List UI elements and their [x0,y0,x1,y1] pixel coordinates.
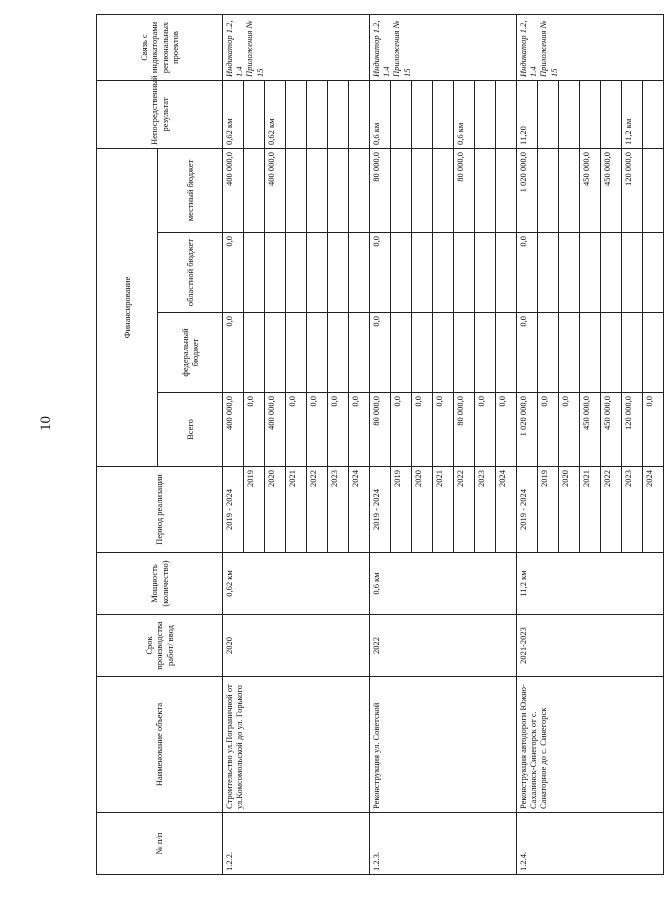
cell-name: Реконструкция автодороги Южно-Сахалинск-Синегорск от с. Санаторное до с. Синегорск [517,677,664,813]
cell-result: 0,62 км [223,80,244,148]
cell-result: 11,2 км [622,80,643,148]
cell-federal [580,313,601,393]
cell-period: 2024 [349,467,370,553]
cell-total: 1 020 000,0 [517,393,538,467]
cell-result [244,80,265,148]
cell-result [580,80,601,148]
cell-local [391,148,412,232]
cell-local: 120 000,0 [622,148,643,232]
cell-local [433,148,454,232]
cell-name: Реконструкция ул. Советской [370,677,517,813]
cell-federal [349,313,370,393]
cell-local [328,148,349,232]
cell-total: 0,0 [328,393,349,467]
cell-link: Индикатор 1.2, 1.4 Приложения № 15 [223,14,370,80]
cell-local [559,148,580,232]
cell-capacity: 11,2 км [517,553,664,615]
table-row [517,14,538,874]
cell-regional [412,233,433,313]
cell-result [475,80,496,148]
cell-result [496,80,517,148]
cell-total: 0,0 [433,393,454,467]
cell-regional [643,233,664,313]
cell-federal [601,313,622,393]
cell-regional [475,233,496,313]
header-period: Период реализации [97,467,223,553]
cell-total: 0,0 [391,393,412,467]
cell-federal [475,313,496,393]
header-local: местный бюджет [158,148,223,232]
cell-local: 400 000,0 [223,148,244,232]
cell-period: 2019 [391,467,412,553]
cell-federal [307,313,328,393]
cell-total: 80 000,0 [454,393,475,467]
cell-federal [454,313,475,393]
cell-federal [559,313,580,393]
cell-result [412,80,433,148]
cell-term: 2020 [223,615,370,677]
cell-federal [496,313,517,393]
cell-result [559,80,580,148]
cell-regional: 0,0 [370,233,391,313]
cell-federal: 0,0 [517,313,538,393]
cell-federal [538,313,559,393]
cell-name: Строительство ул.Пограничной от ул.Комсомольской до ул. Горького [223,677,370,813]
cell-local [496,148,517,232]
cell-regional: 0,0 [517,233,538,313]
financing-table [96,14,664,875]
header-capacity: Мощность (количество) [97,553,223,615]
cell-local [538,148,559,232]
cell-capacity: 0,6 км [370,553,517,615]
cell-period: 2019 - 2024 [370,467,391,553]
table-body [223,14,664,874]
cell-regional [328,233,349,313]
header-name: Наименование объекта [97,677,223,813]
cell-result [433,80,454,148]
cell-regional [538,233,559,313]
cell-result [391,80,412,148]
cell-total: 400 000,0 [223,393,244,467]
cell-total: 0,0 [475,393,496,467]
cell-result [307,80,328,148]
cell-local [286,148,307,232]
cell-federal [328,313,349,393]
cell-total: 0,0 [496,393,517,467]
cell-regional [286,233,307,313]
cell-regional [391,233,412,313]
cell-regional [496,233,517,313]
cell-link: Индикатор 1.2, 1.4 Приложения № 15 [370,14,517,80]
cell-regional [244,233,265,313]
cell-regional [433,233,454,313]
cell-regional [559,233,580,313]
cell-no: 1.2.3. [370,813,517,875]
cell-result [328,80,349,148]
table-row [370,14,391,874]
cell-total: 0,0 [412,393,433,467]
cell-total: 450 000,0 [601,393,622,467]
cell-regional [601,233,622,313]
cell-result [643,80,664,148]
cell-local [307,148,328,232]
cell-total: 80 000,0 [370,393,391,467]
cell-period: 2023 [475,467,496,553]
cell-total: 400 000,0 [265,393,286,467]
cell-total: 0,0 [307,393,328,467]
cell-total: 450 000,0 [580,393,601,467]
cell-regional [580,233,601,313]
cell-regional [622,233,643,313]
cell-result [601,80,622,148]
cell-local: 1 020 000,0 [517,148,538,232]
cell-result [286,80,307,148]
cell-federal: 0,0 [223,313,244,393]
cell-period: 2020 [412,467,433,553]
cell-period: 2019 - 2024 [517,467,538,553]
cell-federal [433,313,454,393]
cell-federal [391,313,412,393]
cell-federal [622,313,643,393]
cell-period: 2022 [307,467,328,553]
cell-regional [454,233,475,313]
cell-total: 0,0 [286,393,307,467]
cell-period: 2023 [328,467,349,553]
cell-link: Индикатор 1.2, 1.4 Приложения № 15 [517,14,664,80]
cell-regional [307,233,328,313]
cell-federal [265,313,286,393]
cell-regional: 0,0 [223,233,244,313]
header-federal: федеральный бюджет [158,313,223,393]
cell-local [475,148,496,232]
cell-period: 2019 [538,467,559,553]
cell-period: 2021 [580,467,601,553]
cell-period: 2024 [643,467,664,553]
cell-total: 0,0 [643,393,664,467]
cell-regional [265,233,286,313]
cell-term: 2021-2023 [517,615,664,677]
cell-result: 0,62 км [265,80,286,148]
cell-local: 80 000,0 [370,148,391,232]
cell-result: 0,6 км [454,80,475,148]
cell-local: 450 000,0 [601,148,622,232]
cell-result [349,80,370,148]
cell-local [643,148,664,232]
cell-result: 11,20 [517,80,538,148]
cell-total: 0,0 [244,393,265,467]
page-number: 10 [38,416,54,431]
cell-no: 1.2.2. [223,813,370,875]
cell-capacity: 0,62 км [223,553,370,615]
cell-period: 2020 [265,467,286,553]
table-row [223,14,244,874]
header-no: № п/п [97,813,223,875]
cell-total: 0,0 [538,393,559,467]
cell-result [538,80,559,148]
cell-local [349,148,370,232]
cell-period: 2021 [433,467,454,553]
cell-federal [286,313,307,393]
header-financing: Финансирование [97,148,158,466]
header-row-1 [97,14,158,874]
cell-period: 2020 [559,467,580,553]
cell-period: 2022 [601,467,622,553]
cell-period: 2022 [454,467,475,553]
cell-total: 0,0 [559,393,580,467]
cell-period: 2021 [286,467,307,553]
cell-local: 400 000,0 [265,148,286,232]
cell-term: 2022 [370,615,517,677]
cell-total: 0,0 [349,393,370,467]
rotated-table-container [96,20,654,875]
cell-local: 450 000,0 [580,148,601,232]
cell-period: 2023 [622,467,643,553]
cell-federal [412,313,433,393]
cell-no: 1.2.4. [517,813,664,875]
header-term: Срок производства работ/ ввод [97,615,223,677]
cell-period: 2024 [496,467,517,553]
cell-federal: 0,0 [370,313,391,393]
header-result: Непосредственный результат [97,80,223,148]
header-total: Всего [158,393,223,467]
cell-total: 120 000,0 [622,393,643,467]
cell-period: 2019 - 2024 [223,467,244,553]
header-regional: областной бюджет [158,233,223,313]
header-link: Связь с индикаторами региональных проектов [97,14,223,80]
cell-local: 80 000,0 [454,148,475,232]
cell-federal [244,313,265,393]
cell-local [244,148,265,232]
cell-federal [643,313,664,393]
cell-regional [349,233,370,313]
cell-local [412,148,433,232]
cell-result: 0,6 км [370,80,391,148]
cell-period: 2019 [244,467,265,553]
